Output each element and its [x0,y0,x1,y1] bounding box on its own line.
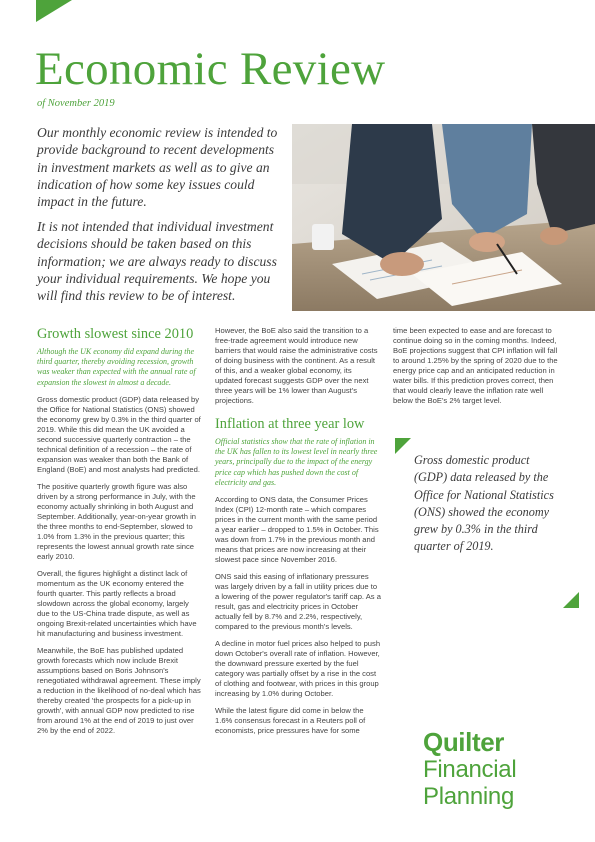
body-paragraph: According to ONS data, the Consumer Prices Index (CPI) 12-month rate – which compares prices in the current month with the same period a year earlier – dropped to 1.5% in October. This was down from 1.7% in the previous month and means that prices are now increasing at their slowest pace since November 2016. [215,495,379,565]
pull-quote: Gross domestic product (GDP) data released by the Office for National Statistics (ONS) showed the economy grew by 0.3% in the third quarter of 2019. [414,453,554,554]
body-paragraph: time been expected to ease and are forecast to continue doing so in the coming months. Indeed, BoE projections suggest that CPI inflation will fall to around 1.25% by the spring of 2020 due to the energy price cap and an anticipated reduction in water bills. If this prediction proves correct, then that would clearly leave the inflation rate well below the BoE's 2% target level. [393,326,558,405]
article-column-3 [393,326,559,413]
quote-close-triangle [563,592,579,608]
intro-paragraph-2: It is not intended that individual investment decisions should be taken based on this information; we are always ready to discuss your individual requirements. We hope you will find this review to be of interest. [37,219,277,304]
body-paragraph: Meanwhile, the BoE has published updated growth forecasts which now include Brexit assumptions based on Boris Johnson's renegotiated withdrawal agreement. These imply a reduction in the likelihood of no-deal which has thereby created 'the prospects for a pick-up in growth', with annual GDP now predicted to rise from around 1% at the end of 2019 to just over 2% by the end of 2022. [37,645,201,735]
quilter-logo [423,728,516,810]
body-paragraph: The positive quarterly growth figure was also driven by a strong performance in July, with the economy actually shrinking in both August and September. Additionally, year-on-year growth in the three months to end-September, slowed to 1.0% from 1.3% in the previous quarter; this represents the lowest annual growth rate since early 2010. [37,481,196,561]
body-paragraph: Overall, the figures highlight a distinct lack of momentum as the UK economy entered the fourth quarter. This partly reflects a broad slowdown across the global economy, largely due to the US-China trade dispute, as well as ongoing Brexit-related uncertainties which have hit manufacturing and business investment. [37,568,197,638]
issue-date: of November 2019 [37,98,115,109]
intro-paragraph-1: Our monthly economic review is intended to provide background to recent developments in investment markets as well as to give an indication of how some key issues could impact in the future. [37,125,278,210]
body-paragraph: ONS said this easing of inflationary pressures was largely driven by a fall in utility prices due to a lowering of the power regulator's tariff cap. As a result, gas and electricity prices in October actually fell by 8.7% and 2.2%, respectively, compared to the previous month's levels. [215,572,381,632]
corner-triangle-decoration [36,0,72,22]
logo-line-2: Financial [423,756,517,783]
logo-line-1: Quilter [423,727,504,757]
logo-line-3: Planning [423,783,515,810]
section-heading-growth: Growth slowest since 2010 [37,326,194,342]
quote-open-triangle [395,438,411,454]
body-paragraph: A decline in motor fuel prices also helped to push down October's overall rate of inflation. However, the downward pressure exerted by the fuel category was partially offset by a rise in the cost of clothing and footwear, with prices in this group increasing by 1.0% during October. [215,639,381,699]
section-heading-inflation: Inflation at three year low [215,416,365,432]
section-lead-inflation: Official statistics show that the rate of inflation in the UK has fallen to its lowest level in nearly three years, principally due to the impact of the energy price cap which has pushed down the cost of electricity and gas. [215,437,378,487]
page-title: Economic Review [35,43,386,95]
section-lead-growth: Although the UK economy did expand during the third quarter, thereby avoiding recession, growth was weaker than expected with the annual rate of expansion the slowest in almost a decade. [37,347,196,387]
article-column-2 [215,326,381,743]
article-column-1 [37,326,203,743]
body-paragraph: Gross domestic product (GDP) data released by the Office for National Statistics (ONS) showed the economy grew by 0.3% in the third quarter of 2019. While this did mean the UK avoided a second successive quarterly contraction – the technical definition of a recession – the rate of expansion was weaker than both the Bank of England (BoE) and most analysts had predicted. [37,394,201,474]
body-paragraph: While the latest figure did come in below the 1.6% consensus forecast in a Reuters poll of economists, price pressures have for some [215,706,366,736]
header-photo [292,124,595,311]
body-paragraph: However, the BoE also said the transition to a free-trade agreement would introduce new barriers that would raise the administrative costs of doing business with the continent. As a result of this, and a weaker global economy, its updated forecast suggests GDP over the next three years will be 1% lower than August's projections. [215,326,378,405]
